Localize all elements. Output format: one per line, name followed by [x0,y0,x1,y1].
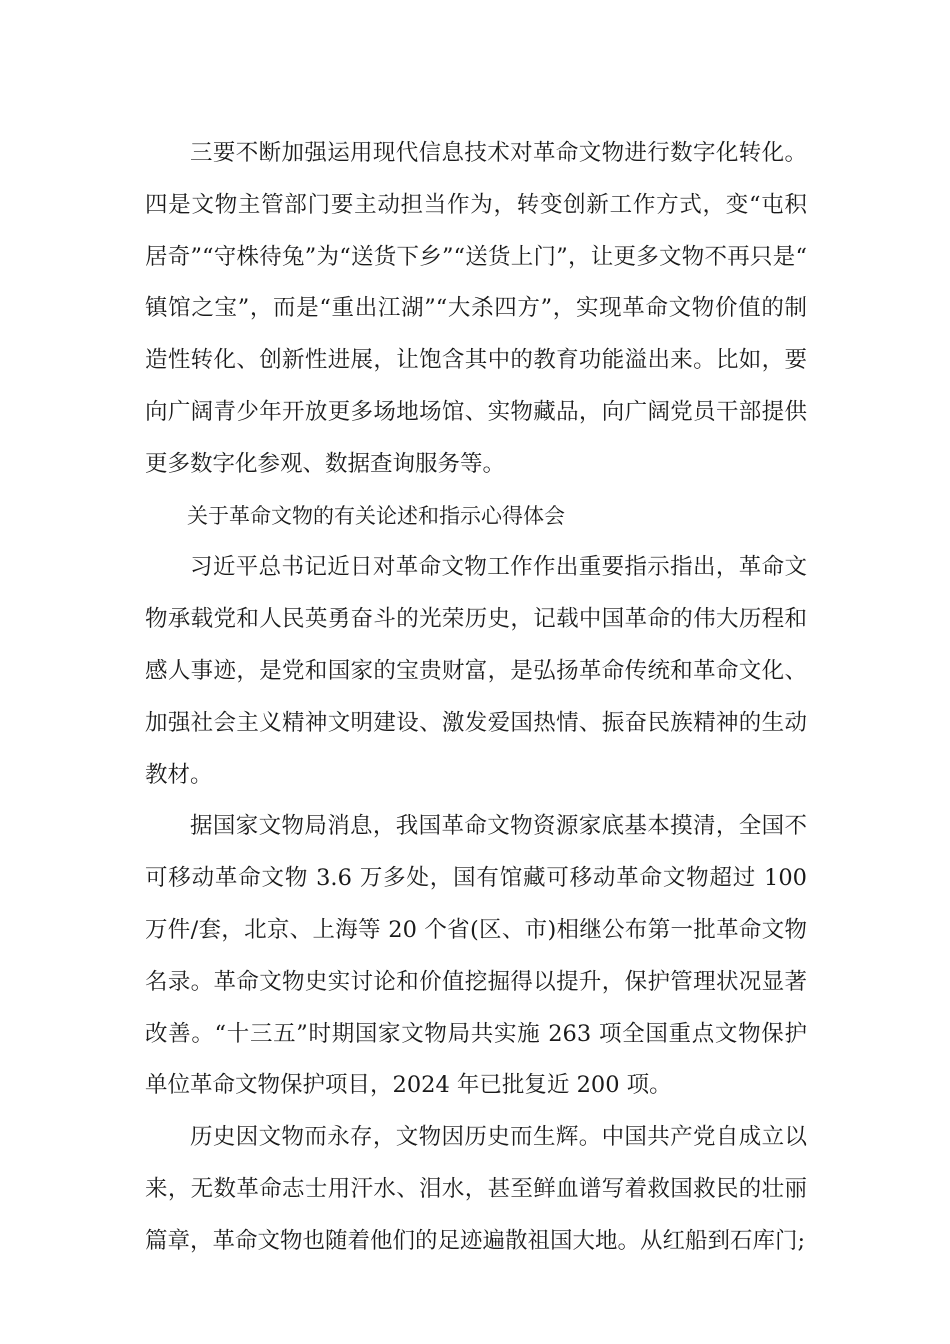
document-body [145,128,807,1268]
paragraph: 据国家文物局消息，我国革命文物资源家底基本摸清，全国不可移动革命文物 3.6 万多处，国有馆藏可移动革命文物超过 100 万件/套，北京、上海等 20 个省(区、市)相继公布第一批革命文物名录。革命文物史实讨论和价值挖掘得以提升，保护管理状况显著改善。“十三五”时期国家文物局共实施 263 项全国重点文物保护单位革命文物保护项目，2024 年已批复近 200 项。 [145,813,807,1099]
paragraph: 三要不断加强运用现代信息技术对革命文物进行数字化转化。四是文物主管部门要主动担当作为，转变创新工作方式，变“屯积居奇”“守株待兔”为“送货下乡”“送货上门”，让更多文物不再只是“镇馆之宝”，而是“重出江湖”“大杀四方”，实现革命文物价值的制造性转化、创新性进展，让饱含其中的教育功能溢出来。比如，要向广阔青少年开放更多场地场馆、实物藏品，向广阔党员干部提供更多数字化参观、数据查询服务等。 [145,140,807,477]
paragraph: 历史因文物而永存，文物因历史而生辉。中国共产党自成立以来，无数革命志士用汗水、泪水，甚至鲜血谱写着救国救民的壮丽篇章，革命文物也随着他们的足迹遍散祖国大地。从红船到石库门; [145,1124,807,1254]
paragraph: 习近平总书记近日对革命文物工作作出重要指示指出，革命文物承载党和人民英勇奋斗的光荣历史，记载中国革命的伟大历程和感人事迹，是党和国家的宝贵财富，是弘扬革命传统和革命文化、加强社会主义精神文明建设、激发爱国热情、振奋民族精神的生动教材。 [145,554,807,788]
section-heading: 关于革命文物的有关论述和指示心得体会 [187,503,565,528]
